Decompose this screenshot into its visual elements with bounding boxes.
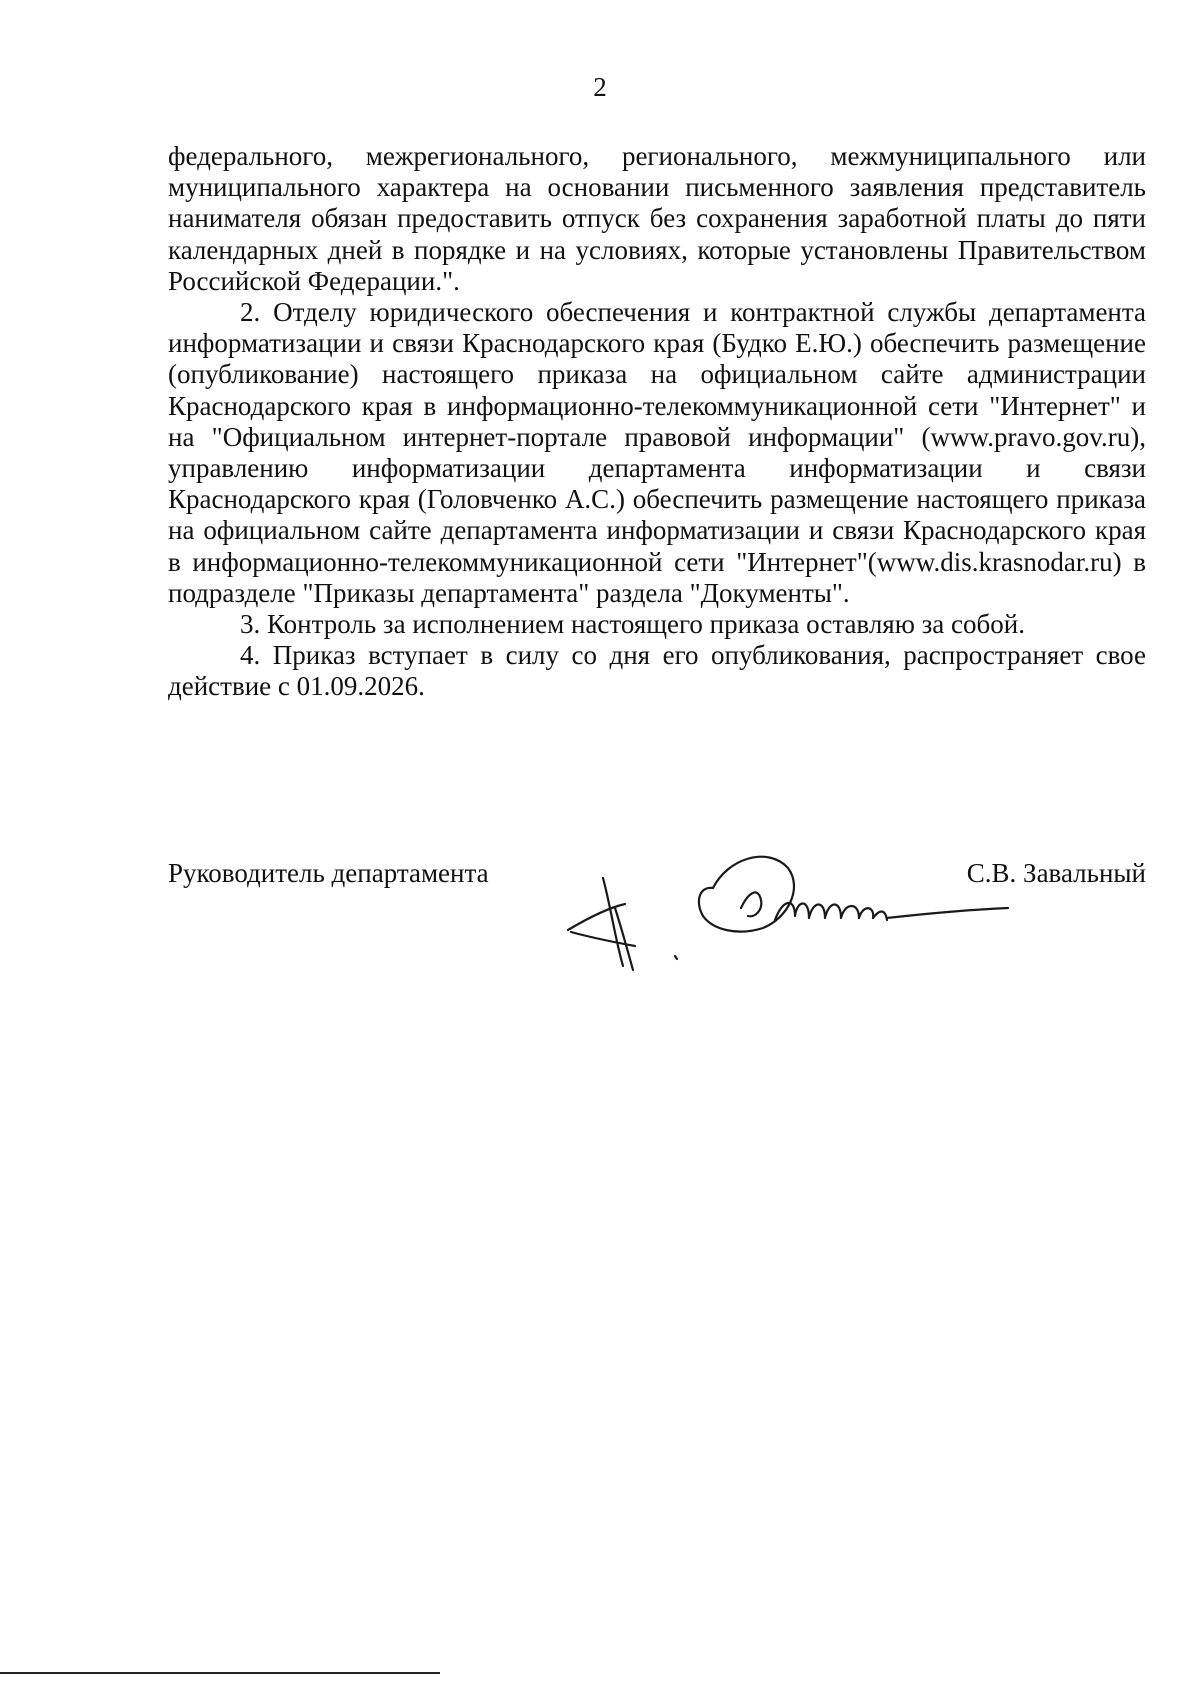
paragraph-item-2: 2. Отделу юридического обеспечения и контрактной службы департамента информатизации и связи Краснодарского края (Будко Е.Ю.) обеспечить размещение (опубликование) настоящего приказа на официальном сайте администрации Краснодарского края в информационно-телекоммуникационной сети "Интернет" и на "Официальном интернет-портале правовой информации" (www.pravo.gov.ru), управлению информатизации департамента информатизации и связи Краснодарского края (Головченко А.С.) обеспечить размещение настоящего приказа на официальном сайте департамента информатизации и связи Краснодарского края в информационно-телекоммуникационной сети "Интернет"(www.dis.krasnodar.ru) в подразделе "Приказы департамента" раздела "Документы". (168, 297, 1146, 608)
paragraph-item-4: 4. Приказ вступает в силу со дня его опубликования, распространяет свое действие с 01.09.2026. (168, 640, 1146, 702)
signatory-name: С.В. Завальный (966, 858, 1146, 888)
signatory-position: Руководитель департамента (168, 858, 489, 888)
paragraph-item-3: 3. Контроль за исполнением настоящего приказа оставляю за собой. (240, 609, 1025, 640)
page-number: 2 (593, 72, 607, 102)
handwritten-signature (563, 838, 1023, 988)
document-body (168, 141, 1146, 703)
paragraph-continuation: федерального, межрегионального, регионального, межмуниципального или муниципального характера на основании письменного заявления представитель нанимателя обязан предоставить отпуск без сохранения заработной платы до пяти календарных дней в порядке и на условиях, которые установлены Правительством Российской Федерации.". (168, 141, 1146, 296)
footer-rule (0, 1672, 440, 1674)
signature-block (168, 858, 1146, 998)
